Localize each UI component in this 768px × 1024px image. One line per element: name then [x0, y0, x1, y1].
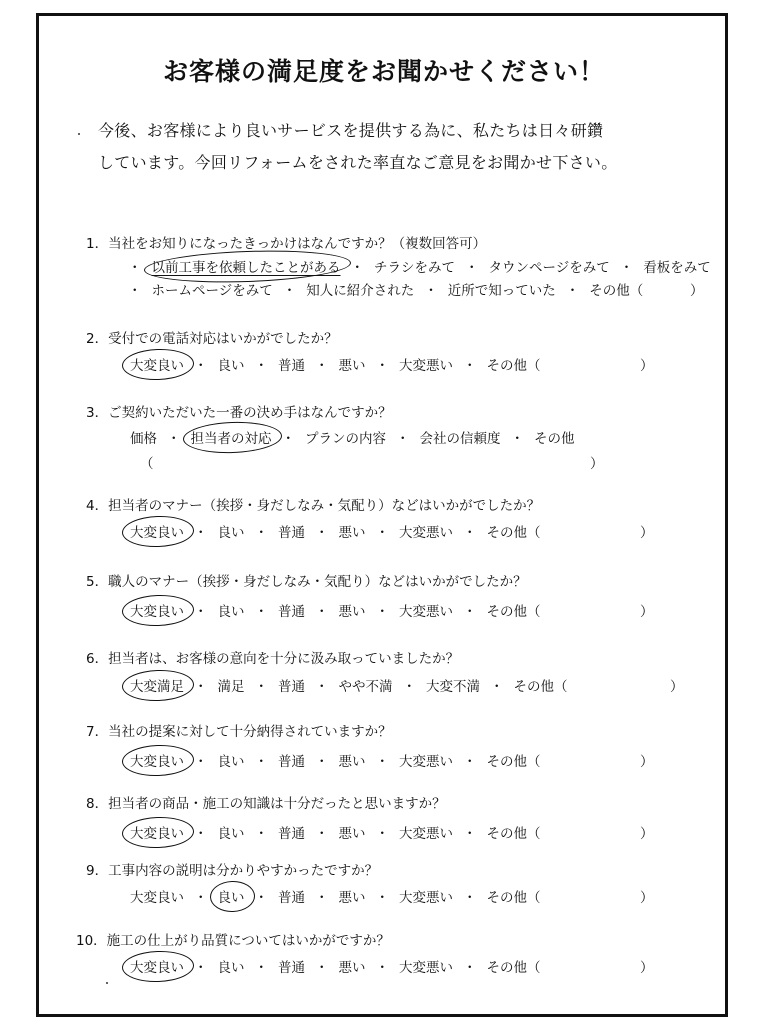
- answer-option[interactable]: 大変良い: [130, 521, 184, 541]
- answer-option[interactable]: タウンページをみて: [488, 260, 610, 276]
- answer-option[interactable]: 大変悪い: [399, 826, 453, 842]
- answer-option[interactable]: 悪い: [338, 826, 366, 842]
- option-separator: ・: [565, 283, 580, 299]
- option-separator: ・: [463, 754, 477, 770]
- option-separator: ・: [465, 260, 479, 276]
- option-separator: ・: [375, 960, 389, 976]
- answer-options-row: [130, 521, 541, 541]
- option-separator: ・: [375, 826, 389, 842]
- answer-option[interactable]: 大変悪い: [399, 754, 453, 770]
- option-separator: ・: [315, 358, 329, 374]
- option-separator: ・: [375, 890, 389, 906]
- scan-speck: [78, 133, 80, 135]
- answer-option[interactable]: 大変良い: [130, 822, 184, 842]
- question-label: 9．工事内容の説明は分かりやすかったですか？: [86, 863, 379, 879]
- answer-option[interactable]: 良い: [217, 826, 245, 842]
- option-separator: ・: [315, 960, 329, 976]
- answer-options-row: [130, 822, 541, 842]
- question-label: 7．当社の提案に対して十分納得されていますか？: [86, 724, 392, 740]
- answer-option[interactable]: やや不満: [338, 679, 393, 695]
- answer-option[interactable]: 普通: [278, 604, 305, 620]
- answer-option[interactable]: その他（: [486, 358, 541, 374]
- answer-option[interactable]: 良い: [217, 358, 245, 374]
- answer-option[interactable]: 大変悪い: [399, 604, 453, 620]
- option-separator: ・: [254, 358, 268, 374]
- answer-option[interactable]: 普通: [278, 960, 305, 976]
- option-separator: ・: [254, 679, 268, 695]
- answer-options-row: [118, 279, 643, 299]
- option-separator: ・: [194, 525, 208, 541]
- answer-option[interactable]: 大変良い: [130, 750, 184, 770]
- answer-option[interactable]: 担当者の対応: [191, 427, 272, 447]
- answer-option[interactable]: その他（: [486, 754, 541, 770]
- other-close-paren: ）: [640, 754, 654, 770]
- option-separator: ・: [375, 525, 389, 541]
- answer-option[interactable]: 悪い: [338, 358, 366, 374]
- answer-options-row: [130, 956, 541, 976]
- answer-option[interactable]: 普通: [278, 525, 305, 541]
- answer-option[interactable]: 良い: [218, 886, 245, 906]
- option-separator: ・: [315, 525, 329, 541]
- option-separator: ・: [375, 604, 389, 620]
- option-separator: ・: [254, 960, 268, 976]
- option-separator: ・: [254, 525, 268, 541]
- question-label: 3．ご契約いただいた一番の決め手はなんですか？: [86, 405, 392, 421]
- answer-option[interactable]: その他（: [486, 960, 541, 976]
- answer-options-row: [130, 675, 568, 695]
- answer-option[interactable]: その他（: [486, 525, 541, 541]
- option-separator: ・: [490, 679, 504, 695]
- option-separator: ・: [128, 260, 142, 276]
- question-label: 1．当社をお知りになったきっかけはなんですか？（複数回答可）: [86, 236, 487, 252]
- option-separator: ・: [396, 431, 410, 447]
- other-close-paren: ）: [640, 826, 654, 842]
- option-separator: ・: [194, 754, 208, 770]
- option-separator: ・: [315, 826, 329, 842]
- answer-option[interactable]: 良い: [217, 754, 245, 770]
- answer-option[interactable]: 大変良い: [130, 354, 184, 374]
- intro-line-1: 今後、お客様により良いサービスを提供する為に、私たちは日々研鑽: [98, 121, 604, 140]
- option-separator: ・: [463, 826, 477, 842]
- option-separator: ・: [315, 754, 329, 770]
- answer-option[interactable]: 大変良い: [130, 890, 184, 906]
- answer-option[interactable]: 悪い: [338, 754, 366, 770]
- answer-option[interactable]: 価格: [130, 431, 157, 447]
- option-separator: ・: [254, 890, 268, 906]
- answer-option[interactable]: 知人に紹介された: [306, 283, 415, 299]
- page-title: お客様の満足度をお聞かせください！: [162, 57, 605, 86]
- answer-option[interactable]: 大変悪い: [399, 525, 453, 541]
- answer-option[interactable]: 看板をみて: [643, 260, 711, 276]
- option-separator: ・: [194, 358, 208, 374]
- intro-line-2: しています。今回リフォームをされた率直なご意見をお聞かせ下さい。: [98, 153, 618, 172]
- option-separator: ・: [463, 960, 477, 976]
- answer-option[interactable]: 良い: [217, 525, 245, 541]
- answer-option[interactable]: 満足: [217, 679, 245, 695]
- option-separator: ・: [194, 960, 208, 976]
- answer-option[interactable]: 大変満足: [130, 675, 184, 695]
- answer-option[interactable]: 普通: [278, 826, 305, 842]
- answer-options-row: [130, 600, 541, 620]
- option-separator: ・: [282, 283, 297, 299]
- option-separator: ・: [315, 679, 329, 695]
- answer-options-row: [130, 886, 541, 906]
- answer-option[interactable]: 大変悪い: [399, 358, 453, 374]
- answer-option[interactable]: 普通: [278, 358, 305, 374]
- answer-option[interactable]: 悪い: [338, 960, 366, 976]
- option-separator: ・: [315, 604, 329, 620]
- scan-speck: [106, 982, 108, 984]
- option-separator: ・: [424, 283, 438, 299]
- answer-options-row: [130, 427, 575, 447]
- answer-option[interactable]: 大変良い: [130, 600, 184, 620]
- answer-option[interactable]: プランの内容: [305, 431, 386, 447]
- answer-option[interactable]: 悪い: [338, 525, 366, 541]
- answer-option[interactable]: その他（: [486, 604, 541, 620]
- other-close-paren: ）: [690, 283, 704, 299]
- option-separator: ・: [194, 890, 208, 906]
- answer-option[interactable]: 良い: [217, 604, 245, 620]
- answer-option[interactable]: 大変不満: [426, 679, 480, 695]
- answer-option[interactable]: 普通: [278, 754, 305, 770]
- answer-option[interactable]: その他（: [486, 890, 541, 906]
- answer-option[interactable]: 悪い: [338, 604, 366, 620]
- option-separator: ・: [375, 358, 389, 374]
- option-separator: ・: [281, 431, 295, 447]
- other-open-paren: （: [140, 456, 154, 472]
- option-separator: ・: [463, 358, 477, 374]
- answer-option[interactable]: 大変悪い: [399, 890, 453, 906]
- answer-option[interactable]: その他（: [486, 826, 541, 842]
- other-close-paren: ）: [640, 525, 654, 541]
- answer-options-row: [130, 354, 541, 374]
- option-separator: ・: [463, 525, 477, 541]
- option-separator: ・: [463, 604, 477, 620]
- other-close-paren: ）: [590, 456, 604, 472]
- other-close-paren: ）: [640, 960, 654, 976]
- answer-option[interactable]: 大変良い: [130, 956, 184, 976]
- answer-options-row: [130, 750, 541, 770]
- other-close-paren: ）: [640, 890, 654, 906]
- answer-option[interactable]: 普通: [278, 679, 305, 695]
- answer-option[interactable]: 会社の信頼度: [419, 431, 501, 447]
- option-separator: ・: [402, 679, 416, 695]
- answer-option[interactable]: その他（: [513, 679, 568, 695]
- option-separator: ・: [194, 679, 208, 695]
- option-separator: ・: [463, 890, 477, 906]
- answer-options-row: [118, 256, 711, 276]
- question-label: 4．担当者のマナー（挨拶・身だしなみ・気配り）などはいかがでしたか？: [86, 498, 541, 514]
- option-separator: ・: [619, 260, 634, 276]
- answer-option[interactable]: 良い: [217, 960, 245, 976]
- question-label: 2．受付での電話対応はいかがでしたか？: [86, 331, 338, 347]
- question-label: 10．施工の仕上がり品質についてはいかがですか？: [76, 933, 390, 949]
- option-separator: ・: [254, 604, 268, 620]
- option-separator: ・: [254, 754, 268, 770]
- option-separator: ・: [194, 826, 208, 842]
- other-close-paren: ）: [640, 604, 654, 620]
- option-separator: ・: [315, 890, 329, 906]
- option-separator: ・: [510, 431, 524, 447]
- answer-option[interactable]: その他（: [589, 283, 644, 299]
- option-separator: ・: [350, 260, 364, 276]
- answer-option[interactable]: ホームページをみて: [151, 283, 273, 299]
- answer-option[interactable]: チラシをみて: [374, 260, 455, 276]
- question-label: 8．担当者の商品・施工の知識は十分だったと思いますか？: [86, 796, 446, 812]
- option-separator: ・: [167, 431, 181, 447]
- answer-option[interactable]: 悪い: [338, 890, 366, 906]
- option-separator: ・: [194, 604, 208, 620]
- question-label: 5．職人のマナー（挨拶・身だしなみ・気配り）などはいかがでしたか？: [86, 574, 527, 590]
- answer-option[interactable]: 以前工事を依頼したことがある: [152, 256, 341, 276]
- answer-option[interactable]: 普通: [278, 890, 305, 906]
- option-separator: ・: [375, 754, 389, 770]
- answer-option[interactable]: 大変悪い: [399, 960, 453, 976]
- other-close-paren: ）: [640, 358, 654, 374]
- question-label: 6．担当者は、お客様の意向を十分に汲み取っていましたか？: [86, 651, 460, 667]
- other-close-paren: ）: [670, 679, 684, 695]
- answer-option[interactable]: その他: [534, 431, 575, 447]
- option-separator: ・: [254, 826, 268, 842]
- option-separator: ・: [128, 283, 142, 299]
- answer-option[interactable]: 近所で知っていた: [447, 283, 556, 299]
